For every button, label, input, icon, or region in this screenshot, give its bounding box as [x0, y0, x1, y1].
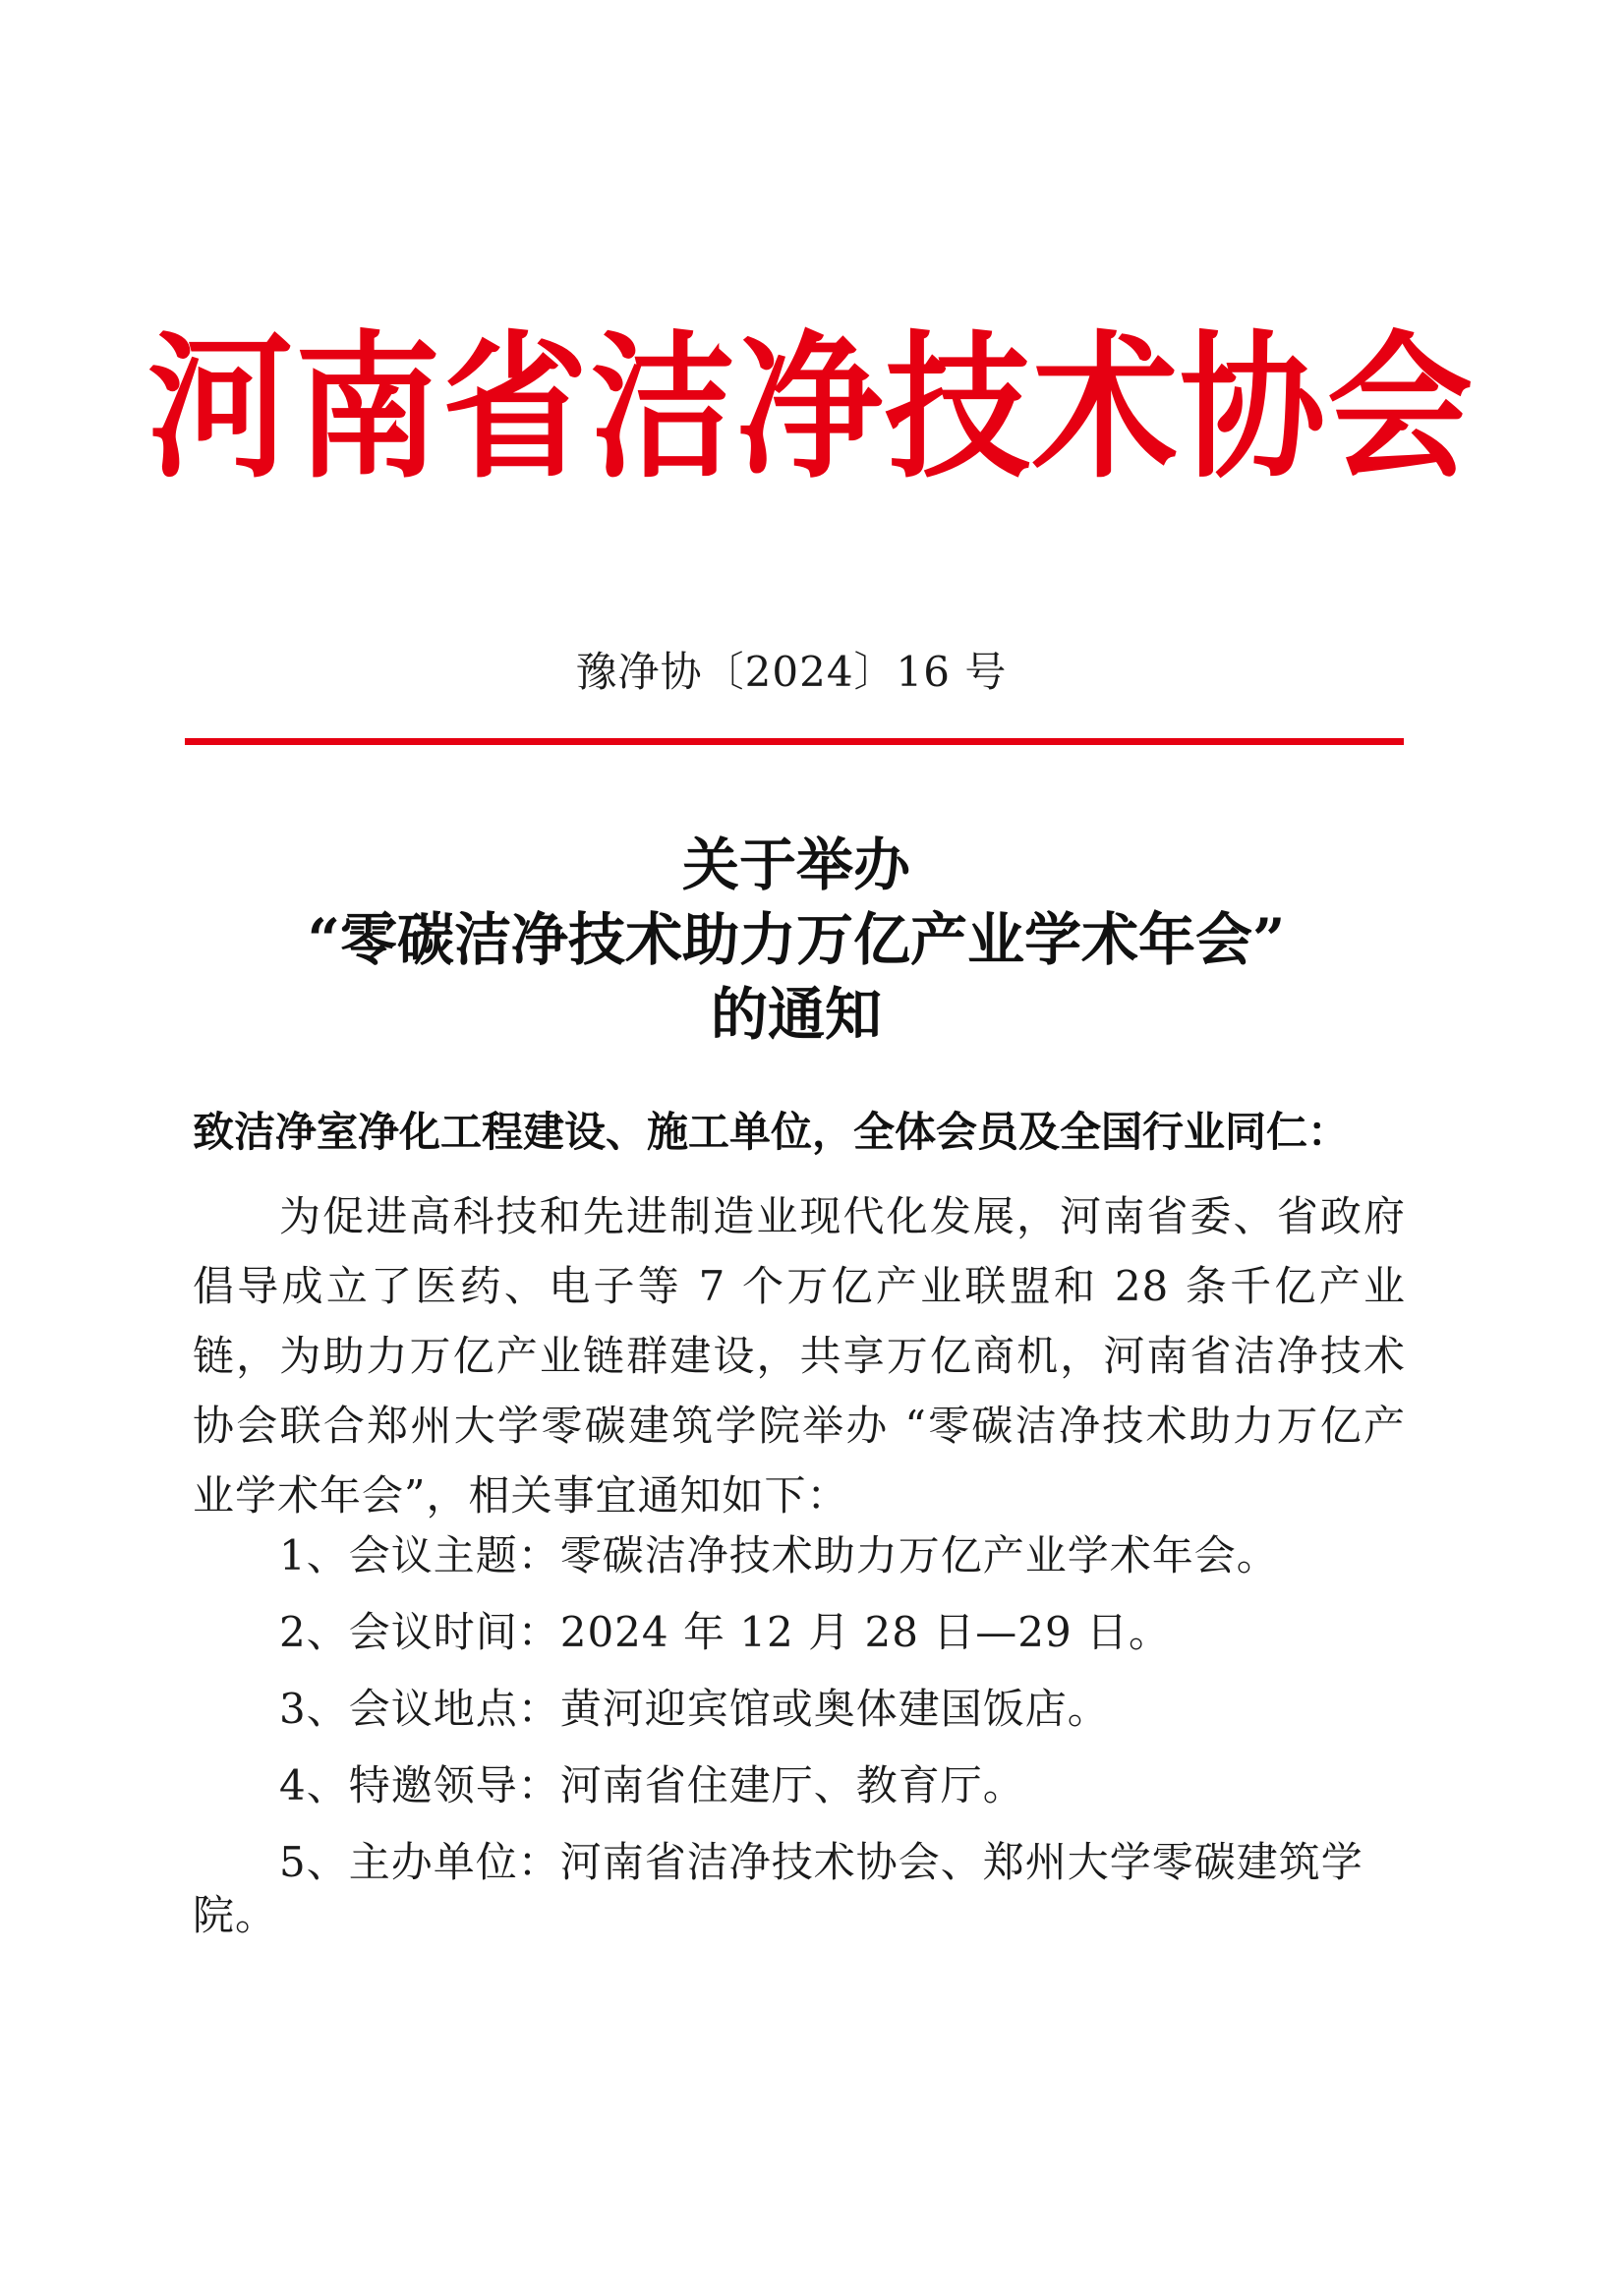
item-label: 4、特邀领导：: [279, 1761, 560, 1809]
body-paragraph: 为促进高科技和先进制造业现代化发展，河南省委、省政府倡导成立了医药、电子等 7 个万亿产业联盟和 28 条千亿产业链，为助力万亿产业链群建设，共享万亿商机，河南省洁净技术协会联合郑州大学零碳建筑学院举办 “零碳洁净技术助力万亿产业学术年会”，相关事宜通知如下：: [193, 1192, 1406, 1520]
item-value: 河南省洁净技术协会、郑州大学零碳建筑学院。: [193, 1838, 1363, 1939]
item-label: 3、会议地点：: [279, 1685, 560, 1733]
organization-letterhead: 河南省洁净技术协会: [147, 316, 1475, 500]
item-value: 河南省住建厅、教育厅。: [559, 1761, 1025, 1809]
item-value: 零碳洁净技术助力万亿产业学术年会。: [559, 1531, 1279, 1579]
meeting-details-list: [193, 1529, 1406, 1966]
item-value: 黄河迎宾馆或奥体建国饭店。: [559, 1685, 1110, 1733]
red-divider-line: [185, 738, 1404, 745]
title-line-2: “零碳洁净技术助力万亿产业学术年会”: [307, 906, 1286, 973]
list-item: [193, 1836, 1406, 1942]
notice-title: [197, 828, 1396, 1052]
title-line-1: 关于举办: [681, 832, 910, 898]
item-label: 1、会议主题：: [279, 1531, 560, 1579]
document-number: 豫净协〔2024〕16 号: [575, 648, 1008, 696]
list-item: [193, 1759, 1406, 1812]
title-line-3: 的通知: [710, 981, 882, 1048]
item-value: 2024 年 12 月 28 日—29 日。: [559, 1608, 1172, 1656]
list-item: [193, 1683, 1406, 1736]
item-label: 2、会议时间：: [279, 1608, 560, 1656]
list-item: [193, 1529, 1406, 1582]
item-label: 5、主办单位：: [279, 1838, 560, 1886]
salutation: 致洁净室净化工程建设、施工单位，全体会员及全国行业同仁：: [193, 1108, 1350, 1156]
list-item: [193, 1606, 1406, 1659]
